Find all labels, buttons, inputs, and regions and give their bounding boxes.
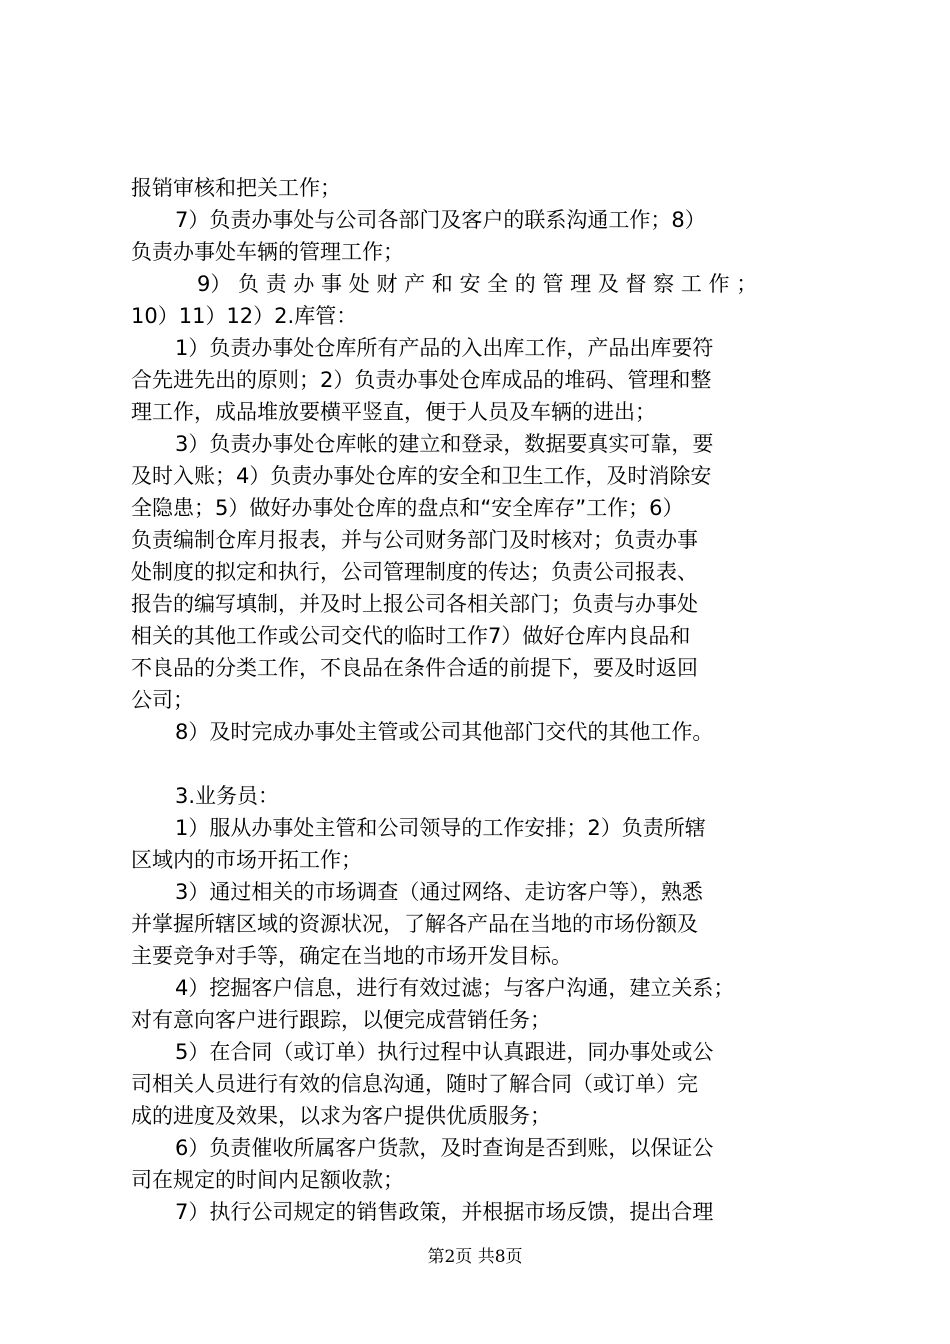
- text-line: 成的进度及效果，以求为客户提供优质服务；: [131, 1104, 551, 1128]
- text-line: 7）执行公司规定的销售政策，并根据市场反馈，提出合理: [175, 1200, 714, 1224]
- text-line: 10）11）12）2.库管：: [131, 304, 358, 328]
- text-line: 司在规定的时间内足额收款；: [131, 1168, 404, 1192]
- text-line: 报告的编写填制，并及时上报公司各相关部门；负责与办事处: [131, 592, 698, 616]
- text-line: 并掌握所辖区域的资源状况，了解各产品在当地的市场份额及: [131, 912, 698, 936]
- text-line: 不良品的分类工作，不良品在条件合适的前提下，要及时返回: [131, 656, 698, 680]
- text-line: 8）及时完成办事处主管或公司其他部门交代的其他工作。: [175, 720, 714, 744]
- text-line: 合先进先出的原则；2）负责办事处仓库成品的堆码、管理和整: [131, 368, 712, 392]
- page-number-footer: 第2页 共8页: [427, 1247, 523, 1267]
- text-line: 区域内的市场开拓工作；: [131, 848, 362, 872]
- section-heading: 3.业务员：: [175, 784, 280, 808]
- text-line: 司相关人员进行有效的信息沟通，随时了解合同（或订单）完: [131, 1072, 698, 1096]
- text-line: 3）负责办事处仓库帐的建立和登录，数据要真实可靠，要: [175, 432, 714, 456]
- text-line: 对有意向客户进行跟踪，以便完成营销任务；: [131, 1008, 551, 1032]
- text-line: 4）挖掘客户信息，进行有效过滤；与客户沟通，建立关系；: [175, 976, 735, 1000]
- text-line: 3）通过相关的市场调查（通过网络、走访客户等），熟悉: [175, 880, 703, 904]
- text-line: 1）负责办事处仓库所有产品的入出库工作，产品出库要符: [175, 336, 714, 360]
- text-line: 公司；: [131, 688, 194, 712]
- text-line: 理工作，成品堆放要横平竖直，便于人员及车辆的进出；: [131, 400, 656, 424]
- text-line: 5）在合同（或订单）执行过程中认真跟进，同办事处或公: [175, 1040, 714, 1064]
- text-line: 及时入账；4）负责办事处仓库的安全和卫生工作，及时消除安: [131, 464, 712, 488]
- text-line: 相关的其他工作或公司交代的临时工作7）做好仓库内良品和: [131, 624, 691, 648]
- text-line: 处制度的拟定和执行，公司管理制度的传达；负责公司报表、: [131, 560, 698, 584]
- text-line: 负责办事处车辆的管理工作；: [131, 240, 404, 264]
- text-line: 9） 负 责 办 事 处 财 产 和 安 全 的 管 理 及 督 察 工 作 ；: [197, 272, 758, 296]
- text-line: 6）负责催收所属客户货款，及时查询是否到账，以保证公: [175, 1136, 714, 1160]
- text-line: 1）服从办事处主管和公司领导的工作安排；2）负责所辖: [175, 816, 706, 840]
- text-line: 报销审核和把关工作；: [131, 176, 341, 200]
- text-line: 全隐患；5）做好办事处仓库的盘点和“安全库存”工作；6）: [131, 496, 684, 520]
- text-line: 负责编制仓库月报表，并与公司财务部门及时核对；负责办事: [131, 528, 698, 552]
- blank-line: [131, 748, 835, 780]
- text-line: 主要竞争对手等，确定在当地的市场开发目标。: [131, 944, 572, 968]
- text-line: 7）负责办事处与公司各部门及客户的联系沟通工作；8）: [175, 208, 706, 232]
- document-body: [131, 172, 835, 1228]
